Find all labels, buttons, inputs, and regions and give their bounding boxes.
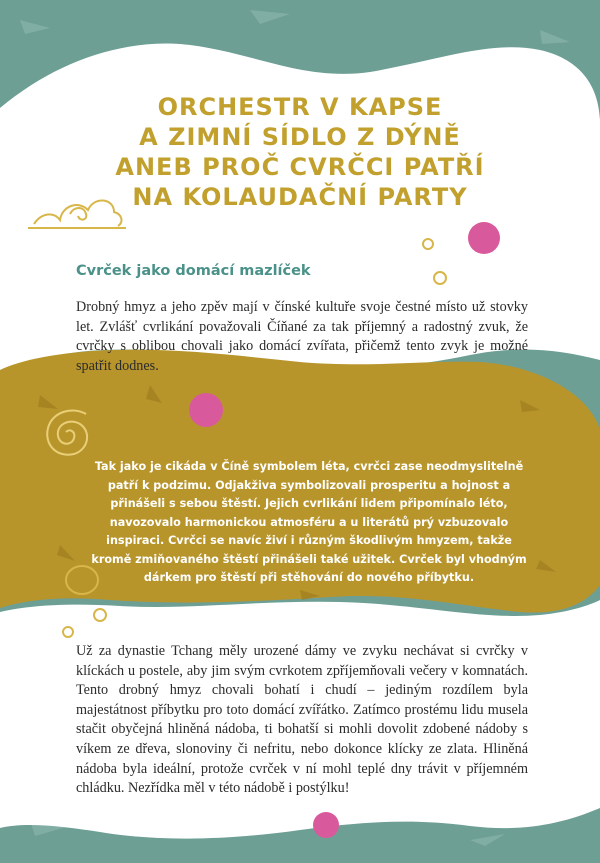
title-line-1: ORCHESTR V KAPSE (157, 93, 443, 121)
callout-paragraph: Tak jako je cikáda v Číně symbolem léta, cvrčci zase neodmyslitelně patří k podzimu. Odjakživa symbolizovali prosperitu a hojnost a přinášeli s sebou štěstí. Jejich cvrlikání lidem připomínalo léto, navozovalo harmonickou atmosféru a u literátů prý vzbuzovalo inspiraci. Cvrčci se navíc živí i různým škodlivým hmyzem, takže kromě zmiňovaného štěstí přinášeli také užitek. Cvrček byl vhodným dárkem pro štěstí při stěhování do nového příbytku. (91, 460, 527, 584)
section-heading: Cvrček jako domácí mazlíček (76, 263, 311, 279)
pink-circle (189, 393, 223, 427)
title-line-2: A ZIMNÍ SÍDLO Z DÝNĚ (139, 123, 461, 151)
page-title (60, 92, 540, 212)
pink-circle (313, 812, 339, 838)
intro-paragraph: Drobný hmyz a jeho zpěv mají v čínské kultuře svoje čestné místo už stovky let. Zvlášť cvrlikání považovali Číňané za tak příjemný a radostný zvuk, že cvrčky s oblibou chovali jako domácí zvířata, přičemž tento zvyk je možné spatřit dodnes. (76, 299, 528, 374)
pink-circle (468, 222, 500, 254)
title-line-4: NA KOLAUDAČNÍ PARTY (132, 183, 468, 211)
history-paragraph: Už za dynastie Tchang měly urozené dámy ve zvyku nechávat si cvrčky v klíckách u postele, aby jim svým cvrkotem zpříjemňovali večery v komnatách. Tento drobný hmyz chovali bohatí i chudí – jediným rozdílem byla majestátnost příbytku pro toto domácí zvířátko. Zatímco prostému lidu musela stačit obyčejná hliněná nádoba, ti bohatší si mohli dovolit zdobené nádoby s víkem ze dřeva, slonoviny či nefritu, nebo dokonce klícky ze zlata. Hliněná nádoba byla ideální, protože cvrček v ní mohl teplé dny trávit v příjemném chládku. Nezřídka měl v této nádobě i postýlku! (76, 643, 528, 797)
title-line-3: ANEB PROČ CVRČCI PATŘÍ (115, 153, 485, 181)
